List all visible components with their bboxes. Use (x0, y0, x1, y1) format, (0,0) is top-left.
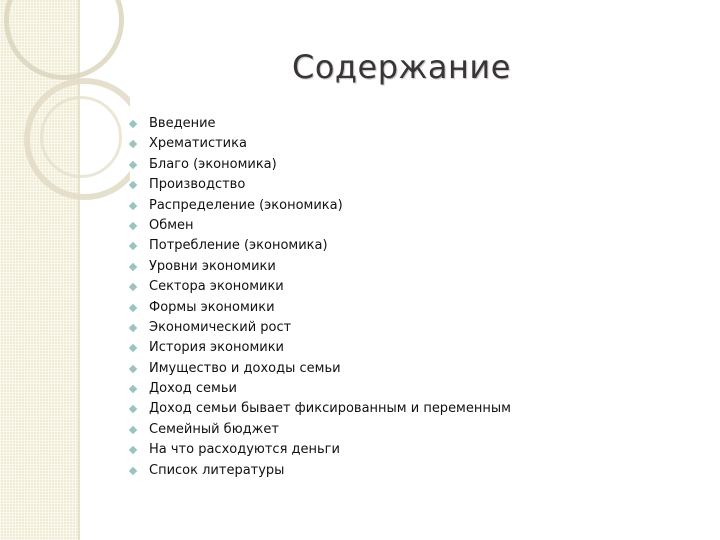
diamond-bullet-icon (129, 140, 137, 148)
decorative-circles (0, 0, 130, 260)
diamond-bullet-icon (129, 426, 137, 434)
toc-item-label: Доход семьи бывает фиксированным и переменным (149, 401, 511, 417)
toc-item (130, 155, 511, 175)
toc-item (130, 440, 511, 460)
diamond-bullet-icon (129, 344, 137, 352)
toc-item (130, 196, 511, 216)
diamond-bullet-icon (129, 283, 137, 291)
toc-item-label: Формы экономики (149, 299, 275, 315)
toc-item (130, 379, 511, 399)
toc-item (130, 338, 511, 358)
toc-item-label: Обмен (149, 217, 194, 233)
toc-item (130, 114, 511, 134)
toc-item (130, 277, 511, 297)
diamond-bullet-icon (129, 446, 137, 454)
toc-item (130, 257, 511, 277)
diamond-bullet-icon (129, 364, 137, 372)
diamond-bullet-icon (129, 181, 137, 189)
diamond-bullet-icon (129, 303, 137, 311)
toc-item-label: Распределение (экономика) (149, 197, 343, 213)
toc-item (130, 216, 511, 236)
toc-item (130, 298, 511, 318)
toc-item-label: Благо (экономика) (149, 156, 277, 172)
toc-item (130, 134, 511, 154)
toc-item-label: Производство (149, 177, 246, 193)
toc-item (130, 359, 511, 379)
diamond-bullet-icon (129, 385, 137, 393)
toc-item-label: Экономический рост (149, 319, 292, 335)
toc-item-label: На что расходуются деньги (149, 442, 340, 458)
toc-item (130, 420, 511, 440)
toc-item-label: Список литературы (149, 462, 285, 478)
table-of-contents-list (130, 114, 511, 481)
diamond-bullet-icon (129, 242, 137, 250)
diamond-bullet-icon (129, 405, 137, 413)
toc-item-label: Доход семьи (149, 381, 237, 397)
toc-item (130, 399, 511, 419)
toc-item (130, 318, 511, 338)
diamond-bullet-icon (129, 324, 137, 332)
diamond-bullet-icon (129, 466, 137, 474)
toc-item (130, 175, 511, 195)
toc-item-label: История экономики (149, 340, 285, 356)
toc-item-label: Имущество и доходы семьи (149, 360, 341, 376)
decorative-ring-top (4, 0, 124, 80)
diamond-bullet-icon (129, 120, 137, 128)
toc-item-label: Семейный бюджет (149, 421, 279, 437)
toc-item (130, 461, 511, 481)
diamond-bullet-icon (129, 161, 137, 169)
diamond-bullet-icon (129, 262, 137, 270)
slide-title: Содержание (292, 48, 511, 86)
toc-item-label: Хрематистика (149, 136, 247, 152)
diamond-bullet-icon (129, 201, 137, 209)
toc-item (130, 236, 511, 256)
toc-item-label: Потребление (экономика) (149, 238, 328, 254)
decorative-ring-inner (40, 96, 122, 178)
toc-item-label: Уровни экономики (149, 258, 276, 274)
toc-item-label: Введение (149, 116, 216, 131)
toc-item-label: Сектора экономики (149, 279, 284, 295)
diamond-bullet-icon (129, 222, 137, 230)
